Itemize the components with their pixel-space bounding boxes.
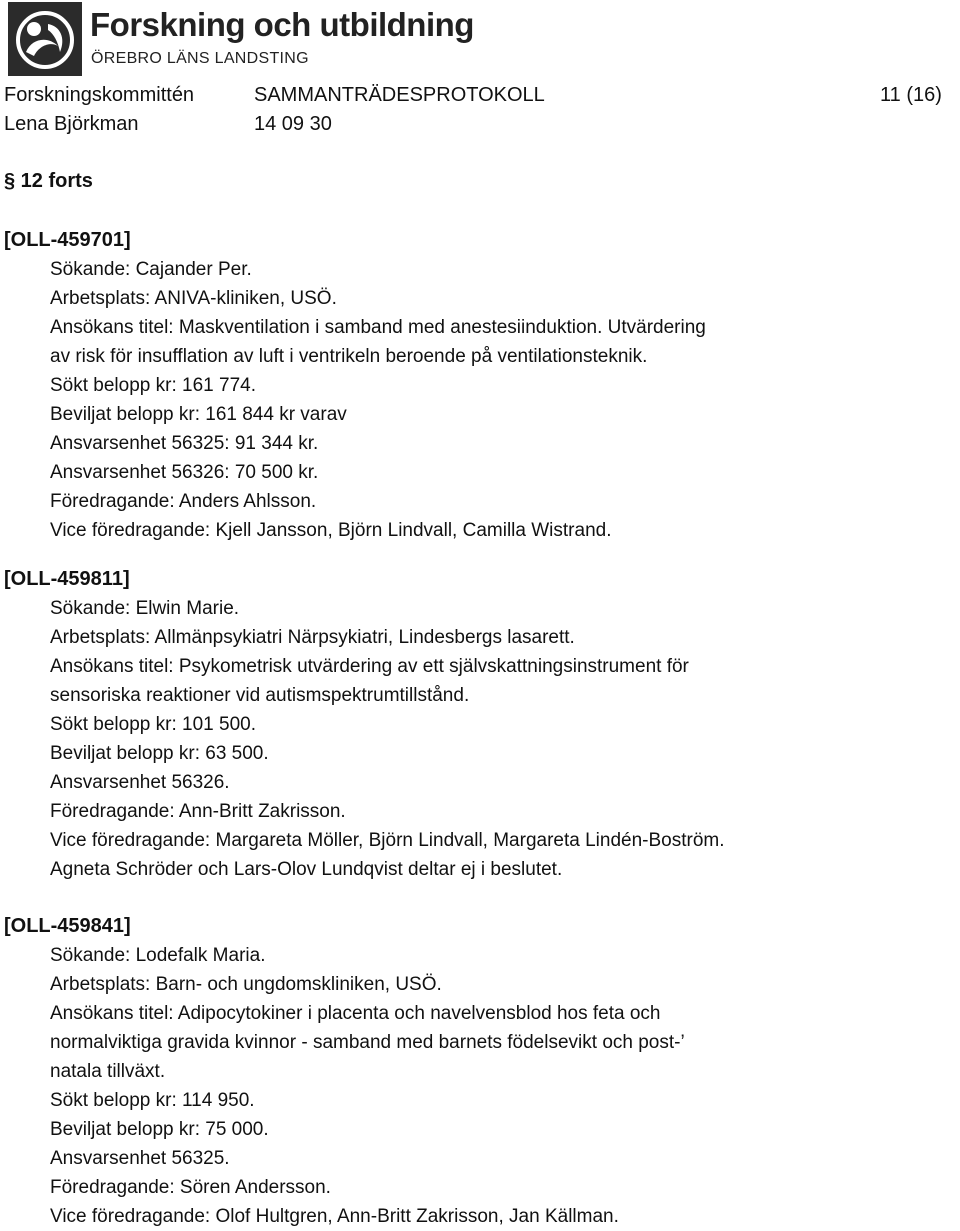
applicant-line: Sökande: Elwin Marie.	[50, 598, 240, 619]
unit-line: Ansvarsenhet 56326: 70 500 kr.	[50, 462, 319, 483]
requested-amount-line: Sökt belopp kr: 114 950.	[50, 1090, 255, 1111]
region-logo	[8, 2, 82, 76]
title-line: Ansökans titel: Maskventilation i samband med anestesiinduktion. Utvärdering	[50, 317, 706, 338]
requested-amount-line: Sökt belopp kr: 101 500.	[50, 714, 256, 735]
case-id: [OLL-459811]	[4, 568, 130, 590]
applicant-line: Sökande: Lodefalk Maria.	[50, 945, 266, 966]
title-line: Ansökans titel: Psykometrisk utvärdering av ett självskattningsinstrument för	[50, 656, 689, 677]
granted-amount-line: Beviljat belopp kr: 63 500.	[50, 743, 269, 764]
unit-line: Ansvarsenhet 56326.	[50, 772, 230, 793]
title-line-cont: natala tillväxt.	[50, 1061, 166, 1082]
granted-amount-line: Beviljat belopp kr: 161 844 kr varav	[50, 404, 347, 425]
applicant-line: Sökande: Cajander Per.	[50, 259, 252, 280]
vice-rapporteur-line: Vice föredragande: Olof Hultgren, Ann-Britt Zakrisson, Jan Källman.	[50, 1206, 619, 1227]
page-number: 11 (16)	[880, 84, 942, 106]
case-id: [OLL-459701]	[4, 229, 131, 251]
rapporteur-line: Föredragande: Anders Ahlsson.	[50, 491, 317, 512]
org-name: Forskning och utbildning	[90, 6, 474, 43]
case-block	[4, 912, 944, 1231]
org-subtitle: ÖREBRO LÄNS LANDSTING	[91, 50, 309, 67]
rapporteur-line: Föredragande: Sören Andersson.	[50, 1177, 331, 1198]
case-block	[4, 565, 944, 884]
vice-rapporteur-line: Vice föredragande: Margareta Möller, Björn Lindvall, Margareta Lindén-Boström.	[50, 830, 725, 851]
committee-name: Forskningskommittén	[4, 84, 195, 106]
case-block	[4, 226, 944, 545]
unit-line: Ansvarsenhet 56325.	[50, 1148, 230, 1169]
title-line-cont: normalviktiga gravida kvinnor - samband med barnets födelsevikt och post-’	[50, 1032, 685, 1053]
unit-line: Ansvarsenhet 56325: 91 344 kr.	[50, 433, 319, 454]
title-line-cont: av risk för insufflation av luft i ventrikeln beroende på ventilationsteknik.	[50, 346, 648, 367]
recusal-note: Agneta Schröder och Lars-Olov Lundqvist deltar ej i beslutet.	[50, 859, 563, 880]
workplace-line: Arbetsplats: Allmänpsykiatri Närpsykiatri, Lindesbergs lasarett.	[50, 627, 575, 648]
title-line: Ansökans titel: Adipocytokiner i placenta och navelvensblod hos feta och	[50, 1003, 661, 1024]
title-line-cont: sensoriska reaktioner vid autismspektrumtillstånd.	[50, 685, 470, 706]
requested-amount-line: Sökt belopp kr: 161 774.	[50, 375, 256, 396]
meeting-date: 14 09 30	[254, 113, 332, 135]
rapporteur-line: Föredragande: Ann-Britt Zakrisson.	[50, 801, 346, 822]
document-type: SAMMANTRÄDESPROTOKOLL	[254, 84, 545, 106]
vice-rapporteur-line: Vice föredragande: Kjell Jansson, Björn Lindvall, Camilla Wistrand.	[50, 520, 612, 541]
secretary-name: Lena Björkman	[4, 113, 139, 135]
section-heading: § 12 forts	[4, 170, 93, 192]
granted-amount-line: Beviljat belopp kr: 75 000.	[50, 1119, 269, 1140]
workplace-line: Arbetsplats: ANIVA-kliniken, USÖ.	[50, 288, 337, 309]
case-id: [OLL-459841]	[4, 915, 131, 937]
workplace-line: Arbetsplats: Barn- och ungdomskliniken, USÖ.	[50, 974, 442, 995]
